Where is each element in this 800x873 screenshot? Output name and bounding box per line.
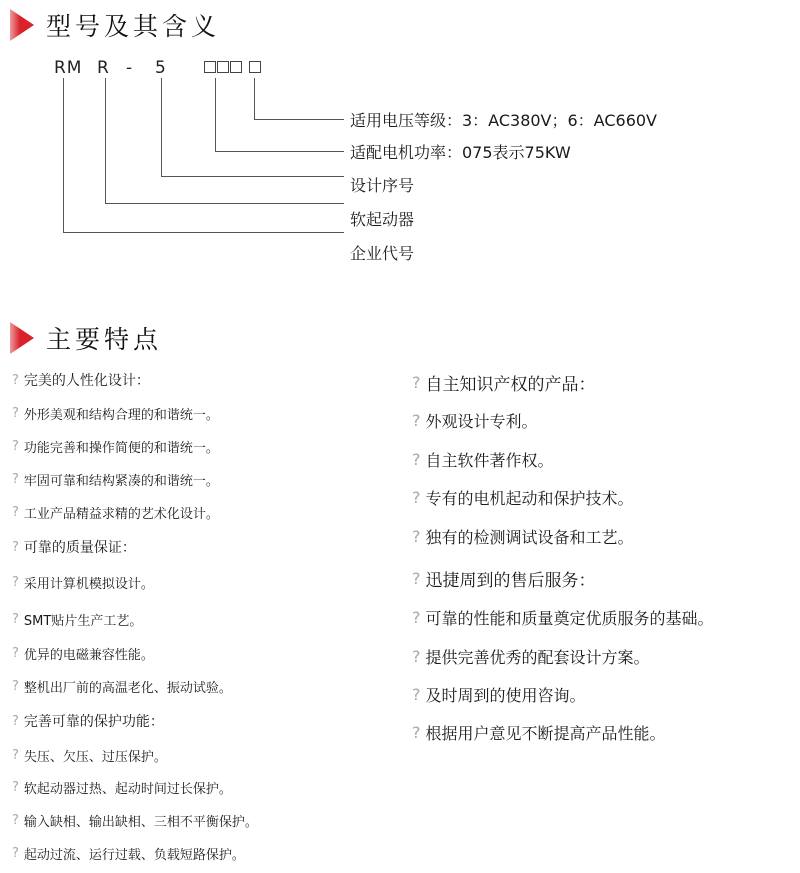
section-title-features — [10, 321, 162, 355]
bullet-icon: ? — [412, 569, 421, 588]
feature-item: ? 采用计算机模拟设计。 — [12, 575, 154, 592]
section-title-text: 型号及其含义 — [46, 12, 221, 41]
bullet-icon: ? — [12, 646, 19, 661]
feature-item: ? 及时周到的使用咨询。 — [412, 685, 586, 705]
connector-line — [254, 78, 255, 120]
code-box — [204, 61, 216, 73]
code-box — [230, 61, 242, 73]
feature-item: ? 起动过流、运行过载、负载短路保护。 — [12, 846, 245, 863]
bullet-icon: ? — [412, 685, 421, 704]
desc-power: 适配电机功率：075表示75KW — [350, 143, 571, 162]
feature-item: ? 工业产品精益求精的艺术化设计。 — [12, 505, 219, 522]
bullet-icon: ? — [12, 439, 19, 454]
feature-item: ? 提供完善优秀的配套设计方案。 — [412, 647, 650, 667]
feature-item: ? SMT贴片生产工艺。 — [12, 612, 143, 629]
feature-item: ? 功能完善和操作简便的和谐统一。 — [12, 439, 219, 456]
feature-item: ? 牢固可靠和结构紧凑的和谐统一。 — [12, 472, 219, 489]
feature-item: ? 专有的电机起动和保护技术。 — [412, 488, 634, 508]
bullet-icon: ? — [412, 608, 421, 627]
bullet-icon: ? — [12, 472, 19, 487]
feature-item: ? 可靠的性能和质量奠定优质服务的基础。 — [412, 608, 714, 628]
bullet-icon: ? — [412, 373, 421, 392]
connector-line — [63, 232, 344, 233]
connector-line — [105, 203, 344, 204]
bullet-icon: ? — [12, 505, 19, 520]
code-part-design: 5 — [155, 58, 167, 78]
bullet-icon: ? — [12, 575, 19, 590]
bullet-icon: ? — [412, 488, 421, 507]
feature-item: ? 根据用户意见不断提高产品性能。 — [412, 723, 666, 743]
code-part-company: RM — [54, 58, 83, 78]
feature-item: ? 软起动器过热、起动时间过长保护。 — [12, 780, 232, 797]
connector-line — [161, 176, 344, 177]
section-title-text: 主要特点 — [46, 325, 163, 354]
connector-line — [63, 78, 64, 233]
connector-line — [161, 78, 162, 177]
connector-line — [105, 78, 106, 204]
desc-design-serial: 设计序号 — [350, 176, 415, 195]
connector-line — [215, 78, 216, 152]
feature-item: ? 自主软件著作权。 — [412, 450, 554, 470]
feature-heading: ? 完善可靠的保护功能： — [12, 713, 164, 730]
bullet-icon: ? — [12, 748, 19, 763]
feature-item: ? 失压、欠压、过压保护。 — [12, 748, 167, 765]
code-box — [249, 61, 261, 73]
bullet-icon: ? — [12, 372, 19, 388]
bullet-icon: ? — [412, 450, 421, 469]
feature-heading: ? 完美的人性化设计： — [12, 372, 150, 389]
desc-company: 企业代号 — [350, 244, 415, 263]
bullet-icon: ? — [12, 679, 19, 694]
bullet-icon: ? — [12, 713, 19, 729]
feature-heading: ? 可靠的质量保证： — [12, 539, 136, 556]
bullet-icon: ? — [12, 406, 19, 421]
red-arrow-icon — [10, 322, 34, 354]
feature-item: ? 输入缺相、输出缺相、三相不平衡保护。 — [12, 813, 258, 830]
desc-product: 软起动器 — [350, 210, 415, 229]
connector-line — [254, 119, 344, 120]
bullet-icon: ? — [412, 723, 421, 742]
feature-heading: ? 迅捷周到的售后服务： — [412, 569, 596, 591]
bullet-icon: ? — [412, 411, 421, 430]
bullet-icon: ? — [12, 813, 19, 828]
code-part-type: R — [97, 58, 110, 78]
section-title-model — [10, 8, 220, 42]
connector-line — [215, 151, 344, 152]
desc-voltage: 适用电压等级：3：AC380V；6：AC660V — [350, 111, 658, 130]
red-arrow-icon — [10, 9, 34, 41]
feature-item: ? 优异的电磁兼容性能。 — [12, 646, 154, 663]
bullet-icon: ? — [412, 527, 421, 546]
feature-item: ? 独有的检测调试设备和工艺。 — [412, 527, 634, 547]
feature-item: ? 外观设计专利。 — [412, 411, 538, 431]
code-part-dash: - — [126, 58, 134, 78]
feature-item: ? 外形美观和结构合理的和谐统一。 — [12, 406, 219, 423]
feature-heading: ? 自主知识产权的产品： — [412, 373, 596, 395]
bullet-icon: ? — [12, 539, 19, 555]
bullet-icon: ? — [412, 647, 421, 666]
feature-item: ? 整机出厂前的高温老化、振动试验。 — [12, 679, 232, 696]
bullet-icon: ? — [12, 612, 19, 627]
code-box — [217, 61, 229, 73]
bullet-icon: ? — [12, 780, 19, 795]
bullet-icon: ? — [12, 846, 19, 861]
